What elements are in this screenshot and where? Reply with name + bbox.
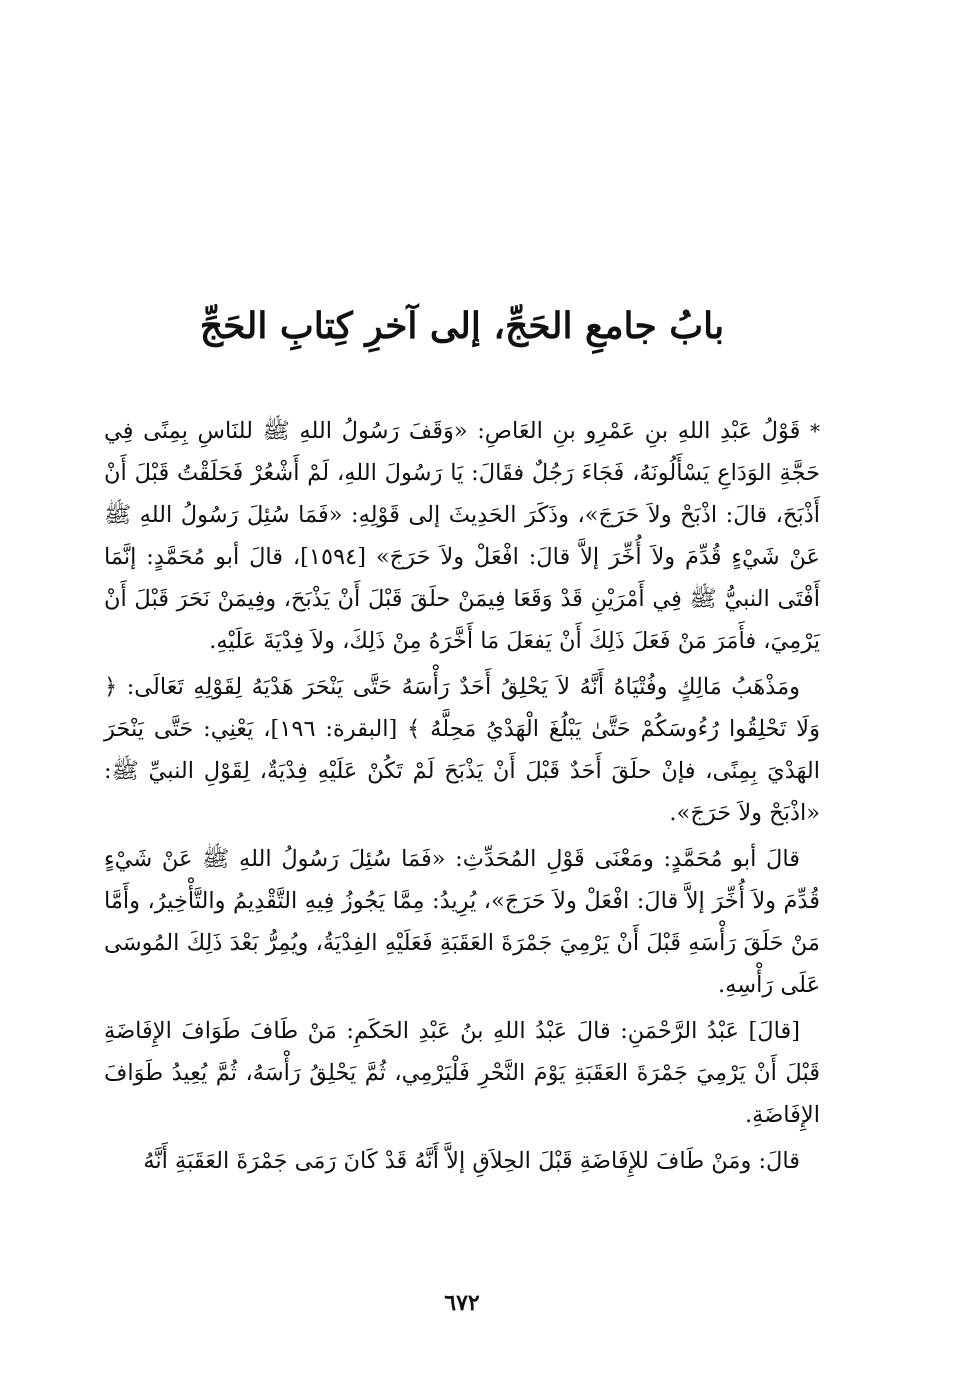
document-page	[104, 0, 820, 1384]
paragraph-3: قالَ أبو مُحَمَّدٍ: ومَعْنَى قَوْلِ المُحَدِّثِ: «فَمَا سُئِلَ رَسُولُ اللهِ ﷺ عَنْ شَيْءٍ قُدِّمَ ولاَ أُخِّرَ إلاَّ قالَ: افْعَلْ ولاَ حَرَجَ»، يُرِيدُ: مِمَّا يَجُوزُ فِيهِ التَّقْدِيمُ والتَّأْخِيرُ، وأَمَّا مَنْ حَلَقَ رَأْسَهِ قَبْلَ أَنْ يَرْمِيَ جَمْرَةَ العَقَبَةِ فَعَلَيْهِ الفِدْيَةُ، ويُمِرُّ بَعْدَ ذَلِكَ المُوسَى عَلَى رَأْسِهِ.	[104, 846, 820, 998]
body-text	[104, 410, 820, 1186]
paragraph-4: [قالَ] عَبْدُ الرَّحْمَنِ: قالَ عَبْدُ اللهِ بنُ عَبْدِ الحَكَمِ: مَنْ طَافَ طَوَافَ الإِفَاضَةِ قَبْلَ أَنْ يَرْمِيَ جَمْرَةَ العَقَبَةِ يَوْمَ النَّحْرِ فَلْيَرْمِي، ثُمَّ يَحْلِقُ رَأْسَهُ، ثُمَّ يُعِيدُ طَوَافَ الإِفَاضَةِ.	[104, 1018, 820, 1128]
paragraph-5: قالَ: ومَنْ طَافَ للإِفَاضَةِ قَبْلَ الحِلاَقِ إلاَّ أَنَّهُ قَدْ كَانَ رَمَى جَمْرَةَ العَقَبَةِ أَنَّهُ	[143, 1148, 800, 1174]
chapter-title: بابُ جامعِ الحَجِّ، إلى آخرِ كِتابِ الحَجِّ	[199, 305, 725, 347]
paragraph-2: ومَذْهَبُ مَالِكٍ وفُتْيَاهُ أَنَّهُ لاَ يَحْلِقُ أَحَدٌ رَأْسَهُ حَتَّى يَنْحَرَ هَدْيَهُ لِقَوْلِهِ تَعَالَى: ﴿ وَلَا تَحْلِقُوا رُءُوسَكُمْ حَتَّىٰ يَبْلُغَ الْهَدْيُ مَحِلَّهُ ﴾ [البقرة: ١٩٦]، يَعْنِي: حَتَّى يَنْحَرَ الهَدْيَ بِمِنًى، فإنْ حلَقَ أَحَدٌ قَبْلَ أَنْ يَذْبَحَ لَمْ تَكُنْ عَلَيْهِ فِدْيَةٌ، لِقَوْلِ النبيِّ ﷺ: «اذْبَحْ ولاَ حَرَجَ».	[104, 674, 820, 826]
bullet-marker: *	[810, 419, 821, 443]
paragraph-1-text: قَوْلُ عَبْدِ اللهِ بنِ عَمْرِو بنِ العَاصِ: «وَقَفَ رَسُولُ اللهِ ﷺ للنَاسِ بِمِنًى فِي حَجَّةِ الوَدَاعِ يَسْأَلُونَهُ، فَجَاءَ رَجُلٌ فقَالَ: يَا رَسُولَ اللهِ، لَمْ أَشْعُرْ فَحَلَقْتُ قَبْلَ أَنْ أَذْبَحَ، قالَ: اذْبَحْ ولاَ حَرَجَ»، وذَكَرَ الحَدِيثَ إلى قَوْلِهِ: «فَمَا سُئِلَ رَسُولُ اللهِ ﷺ عَنْ شَيْءٍ قُدِّمَ ولاَ أُخِّرَ إلاَّ قالَ: افْعَلْ ولاَ حَرَجَ» [١٥٩٤]، قالَ أبو مُحَمَّدٍ: إنَّمَا أَفْتَى النبيُّ ﷺ فِي أَمْرَيْنِ قَدْ وَقَعَا فِيمَنْ حلَقَ قَبْلَ أَنْ يَذْبَحَ، وفِيمَنْ نَحَرَ قَبْلَ أَنْ يَرْمِيَ، فأَمَرَ مَنْ فَعَلَ ذَلِكَ أَنْ يَفعَلَ مَا أَخَّرَهُ مِنْ ذَلِكَ، ولاَ فِدْيَةَ عَلَيْهِ.	[104, 418, 820, 654]
page-number: ٦٧٢	[444, 1290, 480, 1316]
paragraph-1	[104, 410, 820, 662]
